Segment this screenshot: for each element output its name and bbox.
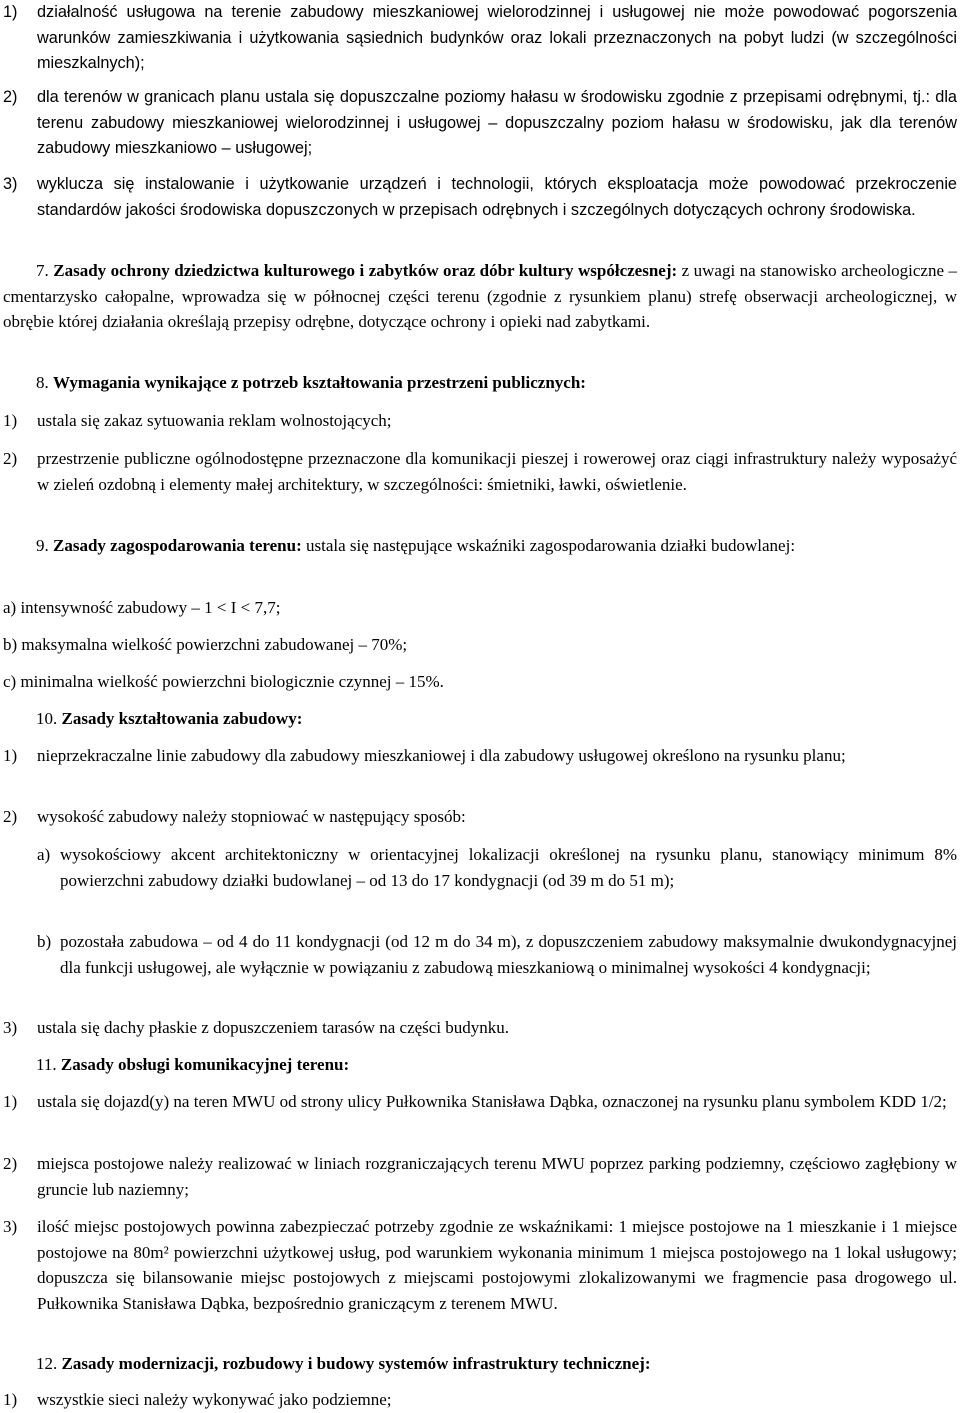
section-12-heading bbox=[3, 1351, 957, 1377]
item-number: 2) bbox=[3, 88, 18, 106]
item-number: 1) bbox=[3, 1390, 18, 1409]
item-number: 3) bbox=[3, 175, 18, 193]
list-item bbox=[3, 1214, 957, 1316]
item-text: ustala się dachy płaskie z dopuszczeniem tarasów na części budynku. bbox=[37, 1018, 510, 1037]
list-item bbox=[3, 1089, 957, 1115]
section-number: 8. bbox=[36, 373, 49, 392]
section-number: 12. bbox=[36, 1354, 58, 1373]
section-9 bbox=[3, 533, 957, 559]
section-heading: Zasady zagospodarowania terenu: bbox=[53, 536, 302, 555]
section-number: 9. bbox=[36, 536, 49, 555]
section-text: ustala się następujące wskaźniki zagospodarowania działki budowlanej: bbox=[301, 536, 796, 555]
list-item bbox=[3, 85, 957, 162]
section-number: 10. bbox=[36, 709, 58, 728]
item-text: ustala się dojazd(y) na teren MWU od strony ulicy Pułkownika Stanisława Dąbka, oznaczonej na rysunku planu symbolem KDD 1/2; bbox=[37, 1092, 947, 1111]
item-text: przestrzenie publiczne ogólnodostępne przeznaczone dla komunikacji pieszej i rowerowej oraz ciągi infrastruktury należy wyposażyć w zieleń ozdobną i elementy małej architektury, w szczególności: śmietniki, ławki, oświetlenie. bbox=[37, 449, 957, 494]
item-number: a) bbox=[37, 845, 51, 864]
section-number: 7. bbox=[36, 261, 49, 280]
indicator-b: b) maksymalna wielkość powierzchni zabudowanej – 70%; bbox=[3, 635, 408, 654]
item-text: wyklucza się instalowanie i użytkowanie urządzeń i technologii, których eksploatacja może powodować przekroczenie standardów jakości środowiska dopuszczonych w przepisach odrębnych i szczególnych dotyczących ochrony środowiska. bbox=[37, 175, 957, 219]
section-11-heading bbox=[3, 1052, 957, 1078]
list-item bbox=[3, 172, 957, 223]
item-number: 1) bbox=[3, 411, 18, 430]
item-text: dla terenów w granicach planu ustala się dopuszczalne poziomy hałasu w środowisku zgodnie z przepisami odrębnymi, tj.: dla terenu zabudowy mieszkaniowej wielorodzinnej i usługowej – dopuszczalny poziom hałasu w środowisku, jak dla terenów zabudowy mieszkaniowo – usługowej; bbox=[37, 88, 957, 157]
list-item bbox=[3, 743, 957, 769]
item-number: 3) bbox=[3, 1018, 18, 1037]
item-number: b) bbox=[37, 932, 52, 951]
sub-list-item bbox=[37, 842, 957, 893]
list-item bbox=[3, 1015, 957, 1041]
section-heading: Zasady modernizacji, rozbudowy i budowy systemów infrastruktury technicznej: bbox=[61, 1354, 651, 1373]
item-text: miejsca postojowe należy realizować w liniach rozgraniczających terenu MWU poprzez parking podziemny, częściowo zagłębiony w gruncie lub naziemny; bbox=[37, 1154, 957, 1199]
list-item bbox=[3, 446, 957, 497]
indicator-c: c) minimalna wielkość powierzchni biologicznie czynnej – 15%. bbox=[3, 672, 444, 691]
section-heading: Wymagania wynikające z potrzeb kształtowania przestrzeni publicznych: bbox=[53, 373, 586, 392]
list-item bbox=[3, 1151, 957, 1202]
sub-list-item bbox=[37, 929, 957, 980]
list-item bbox=[3, 804, 957, 830]
section-text: z uwagi na stanowisko archeologiczne – cmentarzysko całopalne, wprowadza się w północnej części terenu (zgodnie z rysunkiem planu) strefę obserwacji archeologicznej, w obrębie której działania określają przepisy odrębne, dotyczące ochrony i opieki nad zabytkami. bbox=[3, 261, 957, 331]
item-number: 2) bbox=[3, 449, 18, 468]
indicator-a: a) intensywność zabudowy – 1 < I < 7,7; bbox=[3, 598, 281, 617]
item-text: wysokość zabudowy należy stopniować w następujący sposób: bbox=[37, 807, 466, 826]
section-number: 11. bbox=[36, 1055, 57, 1074]
section-10-heading bbox=[3, 706, 957, 732]
item-number: 1) bbox=[3, 746, 18, 765]
list-item bbox=[3, 0, 957, 77]
section-8-heading bbox=[3, 370, 957, 396]
item-text: wszystkie sieci należy wykonywać jako podziemne; bbox=[37, 1390, 392, 1409]
item-number: 3) bbox=[3, 1217, 18, 1236]
item-text: działalność usługowa na terenie zabudowy mieszkaniowej wielorodzinnej i usługowej nie może powodować pogorszenia warunków zamieszkiwania i użytkowania sąsiednich budynków oraz lokali przeznaczonych na pobyt ludzi (w szczególności mieszkalnych); bbox=[37, 3, 957, 72]
item-number: 1) bbox=[3, 1092, 18, 1111]
list-item bbox=[3, 408, 957, 434]
item-number: 2) bbox=[3, 807, 18, 826]
item-text: ustala się zakaz sytuowania reklam wolnostojących; bbox=[37, 411, 392, 430]
item-number: 1) bbox=[3, 3, 18, 21]
item-text: nieprzekraczalne linie zabudowy dla zabudowy mieszkaniowej i dla zabudowy usługowej określono na rysunku planu; bbox=[37, 746, 846, 765]
section-heading: Zasady obsługi komunikacyjnej terenu: bbox=[60, 1055, 350, 1074]
section-heading: Zasady ochrony dziedzictwa kulturowego i zabytków oraz dóbr kultury współczesnej: bbox=[53, 261, 678, 280]
section-heading: Zasady kształtowania zabudowy: bbox=[61, 709, 303, 728]
item-text: wysokościowy akcent architektoniczny w orientacyjnej lokalizacji określonej na rysunku planu, stanowiący minimum 8% powierzchni zabudowy działki budowlanej – od 13 do 17 kondygnacji (od 39 m do 51 m); bbox=[60, 845, 957, 890]
section-7 bbox=[3, 258, 957, 335]
item-text: pozostała zabudowa – od 4 do 11 kondygnacji (od 12 m do 34 m), z dopuszczeniem zabudowy maksymalnie dwukondygnacyjnej dla funkcji usługowej, ale wyłącznie w powiązaniu z zabudową mieszkaniową o minimalnej wysokości 4 kondygnacji; bbox=[60, 932, 957, 977]
list-item bbox=[3, 1387, 957, 1413]
item-number: 2) bbox=[3, 1154, 18, 1173]
item-text: ilość miejsc postojowych powinna zabezpieczać potrzeby zgodnie ze wskaźnikami: 1 miejsce postojowe na 1 mieszkanie i 1 miejsce postojowe na 80m² powierzchni użytkowej usług, pod warunkiem wykonania minimum 1 miejsca postojowego na 1 lokal usługowy; dopuszcza się bilansowanie miejsc postojowych z miejscami postojowymi zlokalizowanymi we fragmencie pasa drogowego ul. Pułkownika Stanisława Dąbka, bezpośrednio graniczącym z terenem MWU. bbox=[37, 1217, 957, 1313]
